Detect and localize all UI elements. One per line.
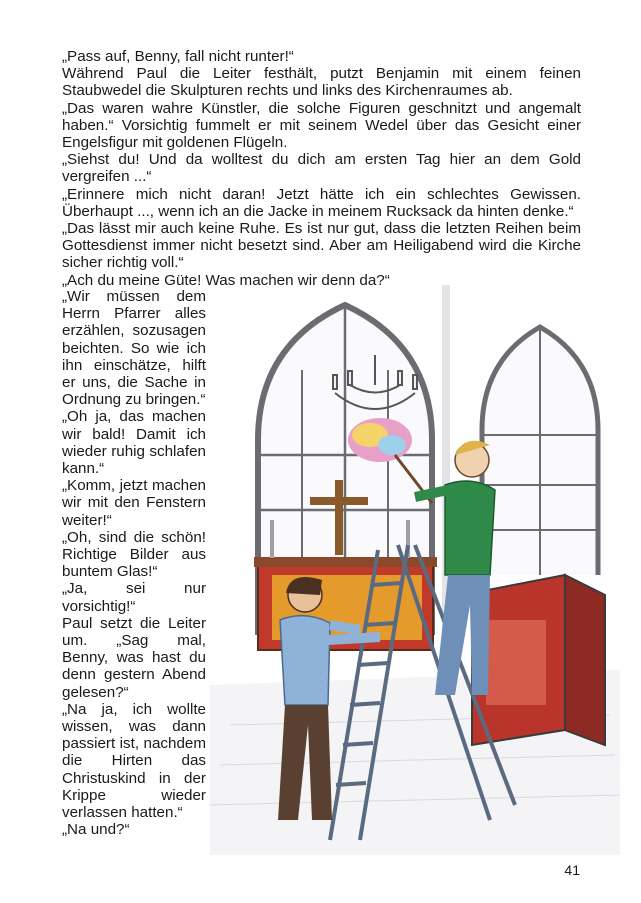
text-block-full-width — [62, 48, 581, 289]
paragraph: „Na und?“ — [62, 821, 130, 839]
paragraph: „Na ja, ich wollte wissen, was dann passiert ist, nachdem die Hirten das Christuskind in der Krippe wieder verlassen hatten.“ — [62, 700, 206, 822]
paragraph: „Erinnere mich nicht daran! Jetzt hätte ich ein schlechtes Gewissen. Überhaupt ..., wenn ich an die Jacke in meinem Rucksack da hinten denke.“ — [62, 185, 581, 220]
paragraph: „Ach du meine Güte! Was machen wir denn da?“ — [62, 271, 390, 289]
paragraph: „Komm, jetzt machen wir mit den Fenstern weiter!“ — [62, 477, 206, 529]
paragraph: „Ja, sei nur vorsichtig!“ — [62, 580, 206, 615]
paragraph: „Pass auf, Benny, fall nicht runter!“ — [62, 48, 294, 65]
paragraph: „Siehst du! Und da wolltest du dich am ersten Tag hier an dem Gold vergreifen ...“ — [62, 151, 581, 186]
church-illustration — [210, 275, 620, 855]
paragraph: Während Paul die Leiter festhält, putzt Benjamin mit einem feinen Staubwedel die Skulpturen rechts und links des Kirchenraumes ab. — [62, 65, 581, 100]
paragraph: „Oh ja, das machen wir bald! Damit ich wieder ruhig schlafen kann.“ — [62, 408, 206, 478]
pulpit — [472, 575, 605, 745]
paragraph: „Das lässt mir auch keine Ruhe. Es ist nur gut, dass die letzten Reihen beim Gottesdienst immer nicht besetzt sind. Aber am Heiligabend wird die Kirche sicher richtig voll.“ — [62, 220, 581, 272]
paragraph: Paul setzt die Leiter um. „Sag mal, Benny, was hast du denn gestern Abend gelesen?“ — [62, 614, 206, 701]
gothic-window-right — [482, 327, 598, 575]
paragraph: „Oh, sind die schön! Richtige Bilder aus buntem Glas!“ — [62, 528, 206, 581]
page-number: 41 — [564, 862, 580, 878]
paragraph: „Wir müssen dem Herrn Pfarrer alles erzählen, sozusagen beichten. So wie ich ihn einschätze, hilft er uns, die Sache in Ordnung zu bringen.“ — [62, 288, 206, 409]
text-block-left-column — [62, 288, 206, 839]
paragraph: „Das waren wahre Künstler, die solche Figuren geschnitzt und angemalt haben.“ Vorsichtig fummelt er mit seinem Wedel über das Gesicht einer Engelsfigur mit goldenen Flügeln. — [62, 99, 581, 152]
